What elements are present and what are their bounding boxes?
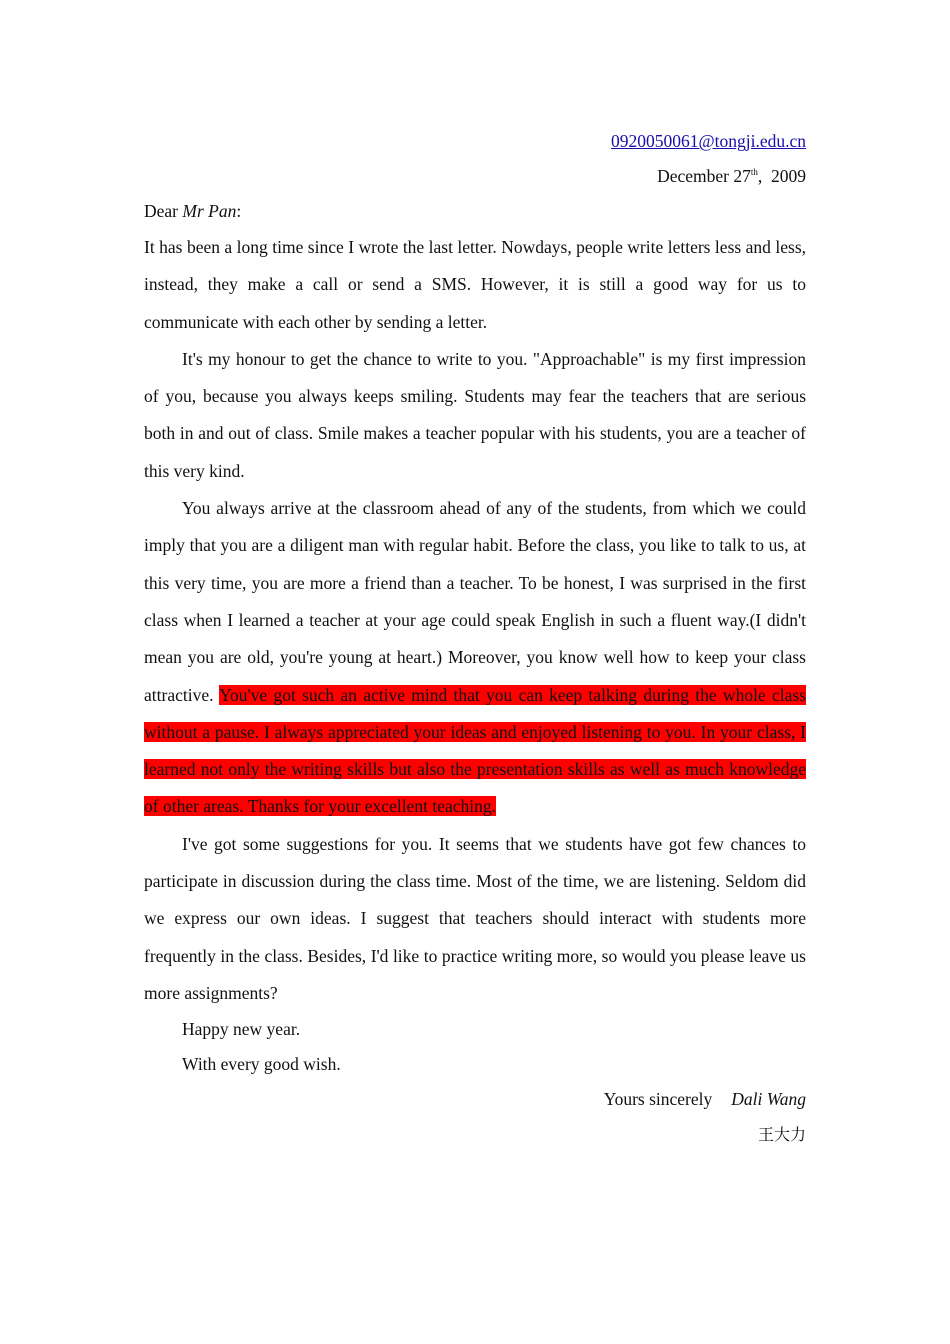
paragraph-3-text: You always arrive at the classroom ahead of any of the students, from which we could imply that you are a diligent man with regular habit. Before the class, you like to talk to us, at this very time, you are more a friend than a teacher. To be honest, I was surprised in the first class when I learned a teacher at your age could speak English in such a fluent way.(I didn't mean you are old, you're young at heart.) Moreover, you know well how to keep your class attractive. — [144, 498, 806, 705]
paragraph-4: I've got some suggestions for you. It seems that we students have got few chances to participate in discussion during the class time. Most of the time, we are listening. Seldom did we express our own ideas. I suggest that teachers should interact with students more frequently in the class. Besides, I'd like to practice writing more, so would you please leave us more assignments? — [144, 833, 806, 1003]
recipient-name: Mr Pan — [182, 201, 237, 221]
letter-page — [144, 124, 806, 1152]
paragraph-2: It's my honour to get the chance to write to you. "Approachable" is my first impression of you, because you always keeps smiling. Students may fear the teachers that are serious both in and out of class. Smile makes a teacher popular with his students, you are a teacher of this very kind. — [144, 348, 806, 481]
date-line — [144, 159, 806, 194]
closing-phrase: Yours sincerely — [603, 1089, 713, 1110]
signer-name-chinese: 王大力 — [757, 1125, 806, 1145]
greeting-wish: With every good wish. — [182, 1054, 341, 1075]
signer-name: Dali Wang — [731, 1089, 806, 1110]
date-prefix: December 27 — [657, 166, 751, 186]
date-ordinal: th — [750, 167, 758, 178]
salutation-suffix: : — [236, 201, 242, 221]
email-link[interactable]: 0920050061@tongji.edu.cn — [611, 131, 806, 151]
salutation — [144, 194, 806, 229]
date-suffix: , 2009 — [757, 166, 806, 186]
paragraph-3 — [144, 490, 806, 826]
signature-line — [144, 1082, 806, 1117]
greeting-new-year: Happy new year. — [182, 1019, 301, 1040]
highlighted-text: You've got such an active mind that you can keep talking during the whole class without a pause. I always appreciated your ideas and enjoyed listening to you. In your class, I learned not only the writing skills but also the presentation skills as well as much knowledge of other areas. Thanks for your excellent teaching. — [144, 684, 806, 817]
paragraph-1: It has been a long time since I wrote the last letter. Nowdays, people write letters less and less, instead, they make a call or send a SMS. However, it is still a good way for us to communicate with each other by sending a letter. — [144, 237, 806, 332]
salutation-prefix: Dear — [144, 201, 183, 221]
email-line — [144, 124, 806, 159]
